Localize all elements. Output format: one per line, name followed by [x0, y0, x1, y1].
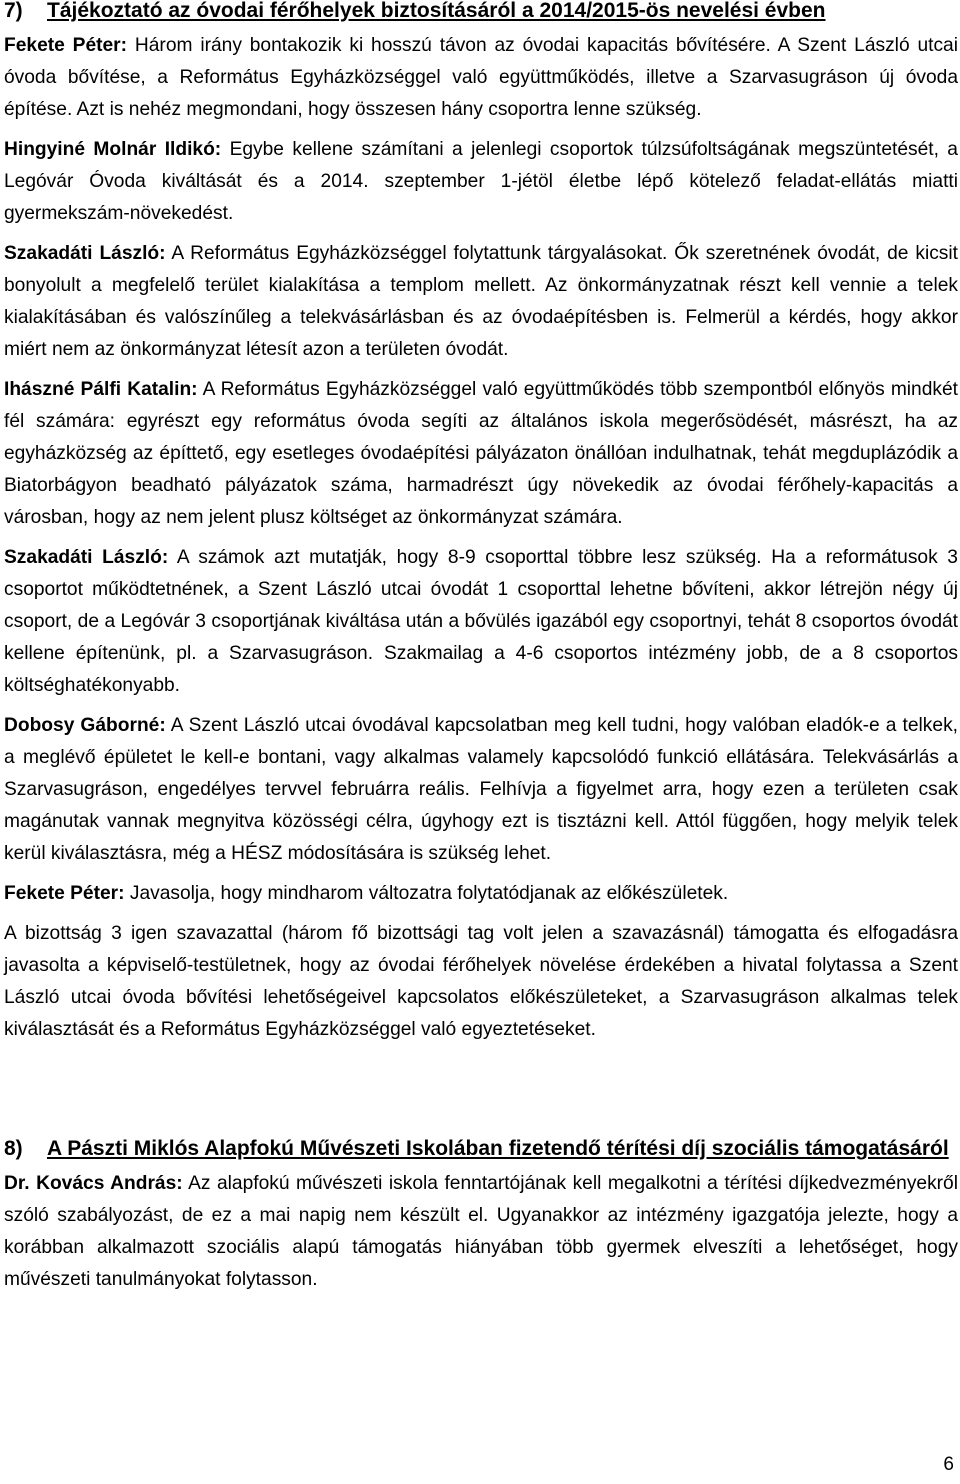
- paragraph-text: Javasolja, hogy mindharom változatra folytatódjanak az előkészületek.: [124, 883, 729, 904]
- paragraph: [4, 878, 958, 910]
- paragraph-text: A bizottság 3 igen szavazattal (három fő bizottsági tag volt jelen a szavazásnál) támogatta és elfogadásra javasolta a képviselő-testületnek, hogy az óvodai férőhelyek növelése érdekében a hivatal folytassa a Szent László utcai óvoda bővítési lehetőségeivel kapcsolatos előkészületeket, a Szarvasugráson alkalmas telek kiválasztását és a Református Egyházközséggel való egyeztetéseket.: [4, 923, 958, 1040]
- paragraph: [4, 542, 958, 702]
- speaker-name: Fekete Péter:: [4, 883, 125, 904]
- paragraph-text: Három irány bontakozik ki hosszú távon az óvodai kapacitás bővítésére. A Szent László utcai óvoda bővítése, a Református Egyházközséggel való együttműködés, illetve a Szarvasugráson új óvoda építése. Azt is nehéz megmondani, hogy összesen hány csoportra lenne szükség.: [4, 35, 958, 120]
- paragraph-text: Az alapfokú művészeti iskola fenntartójának kell megalkotni a térítési díjkedvezményekről szóló szabályozást, de ez a mai napig nem készült el. Ugyanakkor az intézmény igazgatója jelezte, hogy a korábban alkalmazott szociális alapú támogatás hiányában több gyermek elveszíti a lehetőséget, hogy művészeti tanulmányokat folytasson.: [4, 1173, 958, 1290]
- section-7-heading: [4, 0, 958, 24]
- paragraph: [4, 374, 958, 534]
- section-8-heading: [4, 1136, 958, 1162]
- speaker-name: Ihászné Pálfi Katalin:: [4, 379, 198, 400]
- paragraph-text: Egybe kellene számítani a jelenlegi csoportok túlzsúfoltságának megszüntetését, a Legóvár Óvoda kiváltását és a 2014. szeptember 1-jétöl életbe lépő kötelező feladat-ellátás miatti gyermekszám-növekedést.: [4, 139, 958, 224]
- paragraph: [4, 1168, 958, 1296]
- resolution-paragraph: [4, 918, 958, 1046]
- speaker-name: Szakadáti László:: [4, 547, 169, 568]
- speaker-name: Dr. Kovács András:: [4, 1173, 183, 1194]
- section-title: Tájékoztató az óvodai férőhelyek biztosításáról a 2014/2015-ös nevelési évben: [47, 0, 826, 22]
- paragraph-text: A számok azt mutatják, hogy 8-9 csoporttal többre lesz szükség. Ha a reformátusok 3 csoportot működtetnének, a Szent László utcai óvodát 1 csoporttal lehetne bővíteni, akkor létrejön négy új csoport, de a Legóvár 3 csoportjának kiváltása után a bővülés igazából egy csoportnyi, tehát 8 csoportos óvodát kellene építenünk, pl. a Szarvasugráson. Szakmailag a 4-6 csoportos intézmény jobb, de a 8 csoportos költséghatékonyabb.: [4, 547, 958, 696]
- paragraph-text: A Református Egyházközséggel folytattunk tárgyalásokat. Ők szeretnének óvodát, de kicsit bonyolult a megfelelő terület kialakítása a templom mellett. Az önkormányzatnak részt kell vennie a telek kialakításában és valószínűleg a telekvásárlásban és az óvodaépítésben is. Felmerül a kérdés, hogy akkor miért nem az önkormányzat létesít azon a területen óvodát.: [4, 243, 958, 360]
- speaker-name: Fekete Péter:: [4, 35, 128, 56]
- page-number: 6: [943, 1454, 954, 1475]
- speaker-name: Dobosy Gáborné:: [4, 715, 166, 736]
- section-title: A Pászti Miklós Alapfokú Művészeti Iskolában fizetendő térítési díj szociális támogatásáról: [47, 1137, 949, 1160]
- paragraph-text: A Szent László utcai óvodával kapcsolatban meg kell tudni, hogy valóban eladók-e a telkek, a meglévő épületet le kell-e bontani, vagy alkalmas valamely kapcsolódó funkció ellátására. Telekvásárlás a Szarvasugráson, engedélyes tervvel februárra reális. Felhívja a figyelmet arra, hogy ezen a területen csak magánutak vannak megnyitva közösségi célra, úgyhogy ezt is tisztázni kell. Attól függően, hogy melyik telek kerül kiválasztásra, még a HÉSZ módosítására is szükség lehet.: [4, 715, 958, 864]
- section-number: 8): [4, 1137, 23, 1160]
- paragraph: [4, 238, 958, 366]
- paragraph-text: A Református Egyházközséggel való együttműködés több szempontból előnyös mindkét fél számára: egyrészt egy református óvoda segíti az általános iskola megerősödését, másrészt, ha az egyházközség az építtető, egy esetleges óvodaépítési pályázaton önállóan indulhatnak, tehát megduplázódik a Biatorbágyon beadható pályázatok száma, harmadrészt úgy növekedik az óvodai férőhely-kapacitás a városban, hogy az nem jelent plusz költséget az önkormányzat számára.: [4, 379, 958, 528]
- document-page: [4, 0, 958, 1296]
- section-number: 7): [4, 0, 23, 22]
- speaker-name: Szakadáti László:: [4, 243, 166, 264]
- speaker-name: Hingyiné Molnár Ildikó:: [4, 139, 222, 160]
- paragraph: [4, 30, 958, 126]
- paragraph: [4, 134, 958, 230]
- paragraph: [4, 710, 958, 870]
